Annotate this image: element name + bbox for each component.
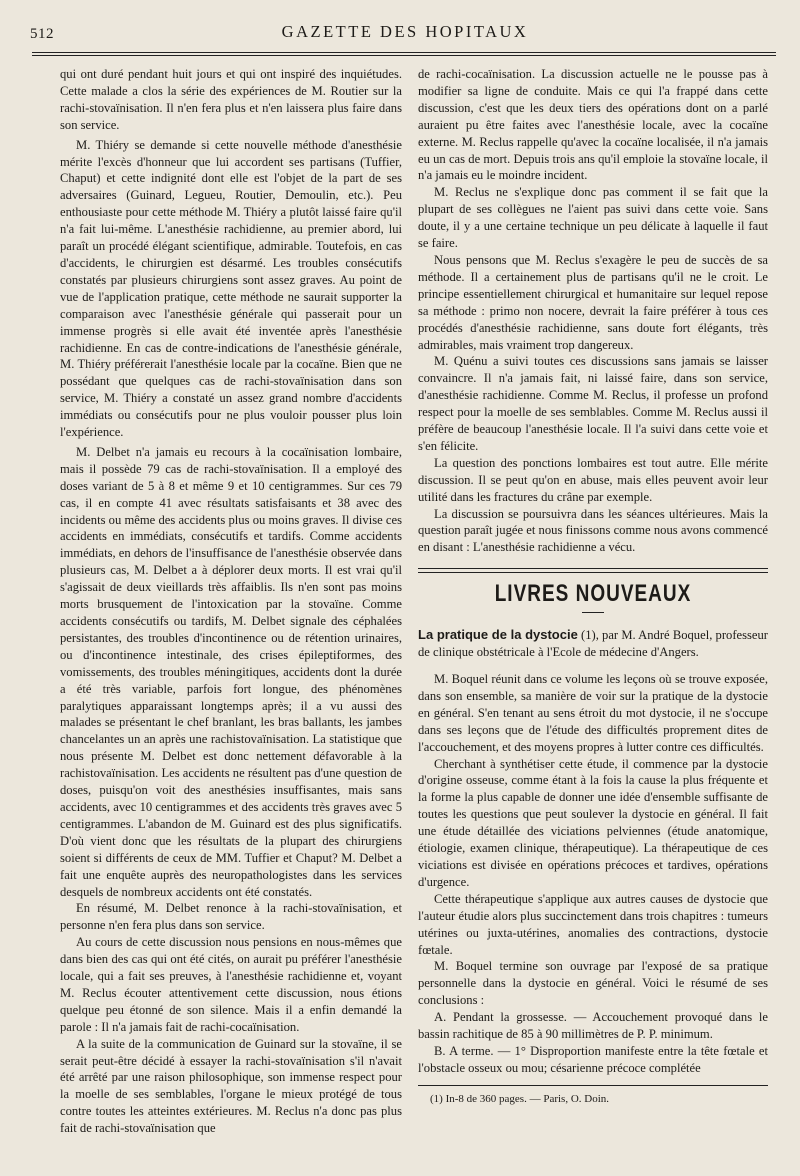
book-title: La pratique de la dystocie [418,627,578,643]
title-underline [582,612,604,613]
paragraph: La question des ponctions lombaires est tout autre. Elle mérite discussion. Il se peut qu'on en abuse, mais elles peuvent avoir leur utilité dans les fractures du crâne par exemple. [418,455,768,504]
paragraph: En résumé, M. Delbet renonce à la rachi-stovaïnisation, et personne n'en fera plus dans son service. [60,901,402,933]
journal-title: GAZETTE DES HOPITAUX [281,22,529,41]
right-column [418,66,768,1106]
footnote: (1) In-8 de 360 pages. — Paris, O. Doin. [430,1092,610,1105]
paragraph: M. Boquel termine son ouvrage par l'exposé de sa pratique personnelle dans la dystocie en général. Voici le résumé de ses conclusions : [418,959,768,1008]
paragraph: M. Reclus ne s'explique donc pas comment il se fait que la plupart de ses collègues ne l'aient pas suivi dans cette voie. Sans doute, il y a une certaine technique un peu délicate à laquelle il faut se faire. [418,185,768,251]
footnote-rule [418,1085,768,1086]
book-entry [418,627,768,661]
paragraph: M. Quénu a suivi toutes ces discussions sans jamais se laisser convaincre. Il n'a jamais fait, ni laissé faire, dans son service, d'anesthésie rachidienne. Comme M. Reclus, il professe un profond respect pour la moelle de ses semblables. Comme M. Reclus aussi il préfère de beaucoup l'anesthésie locale. Il l'a suivi dans cette voie et s'en félicite. [418,354,768,453]
book-intro: (1), par M. André Boquel, professeur de clinique obstétricale à l'Ecole de médecine d'Angers. [418,628,768,660]
page-number: 512 [30,26,54,42]
page-header [30,20,780,44]
paragraph: M. Boquel réunit dans ce volume les leçons où se trouve exposée, dans son ensemble, sa manière de voir sur la pratique de la dystocie en général. S'en tenant au sens étroit du mot dystocie, il ne s'occupe dans ses leçons que de l'étude des difficultés proprement dites de l'accouchement, et des moyens propres à lutter contre ces difficultés. [418,672,768,754]
paragraph: M. Delbet n'a jamais eu recours à la cocaïnisation lombaire, mais il possède 79 cas de rachi-stovaïnisation. Il a employé des doses variant de 5 à 8 et même 9 et 10 centigrammes. Sur ces 79 cas, il en compte 41 avec résultats satisfaisants et 38 avec des incidents ou même des accidents plus ou moins graves. Il divise ces accidents en immédiats, consécutifs et tardifs. Comme accidents immédiats, en dehors de l'insuffisance de l'anesthésie observée dans plusieurs cas, M. Delbet a à déplorer deux morts. Il est vrai qu'il s'agissait de deux vieillards très affaiblis. Ils n'en sont pas moins morts brusquement de l'intoxication par la stovaïne. Comme accidents consécutifs ou tardifs, M. Delbet signale des céphalées persistantes, des troubles d'incontinence ou de rétention urinaires, ou d'incontinence intestinale, des crises épileptiformes, des vomissements, des troubles méningitiques, accidents dont la durée a été très variable, parfois fort longue, des phénomènes paralytiques apparaissant longtemps après; il a vu aussi des malades se présentant le chef branlant, les bras ballants, les jambes chancelantes un an après une rachistovaïnisation. La statistique que nous présente M. Delbet est donc nettement défavorable à la rachistovaïnisation. Les accidents ne résultent pas d'une question de doses, puisqu'on voit des anesthésies insuffisantes, mais sans accidents, avec 10 centigrammes et des accidents très graves avec 5 centigrammes. L'abandon de M. Guinard est des plus significatifs. D'où vient donc que les résultats de la plupart des chirurgiens soient si différents de ceux de MM. Tuffier et Chaput? M. Delbet a fait une enquête auprès des neuropathologistes dans les services desquels de nombreux accidents ont été constatés. [60,444,402,899]
header-rule [32,52,776,56]
paragraph: A la suite de la communication de Guinard sur la stovaïne, il se serait peut-être décidé à essayer la rachi-stovaïnisation s'il n'avait été arrêté par une raison philosophique, son immense respect pour la moelle de ses semblables, l'organe le mieux protégé de tous contre toutes les atteintes extérieures. M. Reclus n'a donc pas plus fait de rachi-stovaïnisation que [60,1036,402,1136]
paragraph: La discussion se poursuivra dans les séances ultérieures. Mais la question paraît jugée et nous finissons comme nous avons commencé en disant : L'anesthésie rachidienne a vécu. [418,506,768,555]
left-column [60,66,402,1137]
paragraph: M. Thiéry se demande si cette nouvelle méthode d'anesthésie mérite l'excès d'honneur que lui accordent ses partisans (Tuffier, Chaput) et cette indignité dont elle est l'objet de la part de ses adversaires (Guinard, Legueu, Routier, Demoulin, etc.). Peu enthousiaste pour cette méthode M. Thiéry a plutôt laissé faire qu'il n'a fait lui-même. L'anesthésie rachidienne, au premier abord, lui paraît un procédé élégant scientifique, admirable. Toutefois, en cas d'accidents, le chirurgien est désarmé. Les troubles consécutifs constatés par plusieurs chirurgiens sont assez graves. Au point de vue de l'application pratique, cette méthode ne saurait supporter la comparaison avec l'anesthésie générale qui passerait pour un immense progrès si elle avait été inventée après l'anesthésie rachidienne. En cas de contre-indications de l'anesthésie générale, M. Thiéry préférerait l'anesthésie locale par la cocaïne. Bien que ne possédant que quelques cas de rachi-stovaïnisation dans son service, M. Thiéry a constaté un assez grand nombre d'accidents immédiats ou consécutifs pour ne plus vouloir pousser plus loin l'expérience. [60,137,402,440]
paragraph: Nous pensons que M. Reclus s'exagère le peu de succès de sa méthode. Il a certainement plus de partisans qu'il ne le croit. Le principe essentiellement chirurgical et humanitaire sur lequel repose sa méthode : primo non nocere, devrait la faire préférer à tous ces procédés d'anesthésie rachidienne, sans doute fort élégants, très admirables, mais vraiment trop dangereux. [418,252,768,352]
paragraph: A. Pendant la grossesse. — Accouchement provoqué dans le bassin rachitique de 85 à 90 millimètres de P. P. minimum. [418,1010,768,1042]
paragraph: qui ont duré pendant huit jours et qui ont inspiré des inquiétudes. Cette malade a clos la série des expériences de M. Routier sur la rachi-stovaïnisation. Il n'en fera plus et n'en laissera plus faire dans son service. [60,67,402,132]
paragraph: Cherchant à synthétiser cette étude, il commence par la dystocie d'origine osseuse, comme étant à la fois la cause la plus fréquente et la forme la plus capable de donner une idée d'ensemble suffisante de toutes les questions que peut soulever la dystocie en général. Il fait une étude détaillée des viciations pelviennes (étude anatomique, étiologie, examen clinique, thérapeutique). La thérapeutique de ces viciations est divisée en opérations précoces et tardives, opérations d'urgence. [418,756,768,889]
section-title: LIVRES NOUVEAUX [494,581,692,608]
paragraph: de rachi-cocaïnisation. La discussion actuelle ne le pousse pas à modifier sa ligne de conduite. Mais ce qui l'a frappé dans cette discussion, c'est que les deux tiers des opérations dont on a parlé auraient pu être faites avec l'anesthésie locale, avec la cocaïne externe. M. Reclus rappelle qu'avec la cocaïne localisée, il n'a jamais eu un cas de mort. Depuis trois ans qu'il emploie la stovaïne locale, il n'a jamais eu le moindre incident. [418,67,768,183]
paragraph: B. A terme. — 1° Disproportion manifeste entre la tête fœtale et l'obstacle osseux ou mou; césarienne précoce complétée [418,1043,768,1075]
paragraph: Au cours de cette discussion nous pensions en nous-mêmes que dans bien des cas qui ont été cités, on aurait pu préférer l'anesthésie locale, qui a fait ses preuves, à l'anesthésie rachidienne et, voyant M. Reclus écouter attentivement cette discussion, nous étions quelque peu étonné de son silence. Mais il a enfin demandé la parole : Il n'a jamais fait de rachi-cocaïnisation. [60,935,402,1034]
paragraph: Cette thérapeutique s'applique aux autres causes de dystocie que l'auteur étudie alors plus succinctement dans trois chapitres : tumeurs utérines ou juxta-utérines, anomalies des contractions, dystocie fœtale. [418,891,768,957]
section-divider [418,568,768,573]
